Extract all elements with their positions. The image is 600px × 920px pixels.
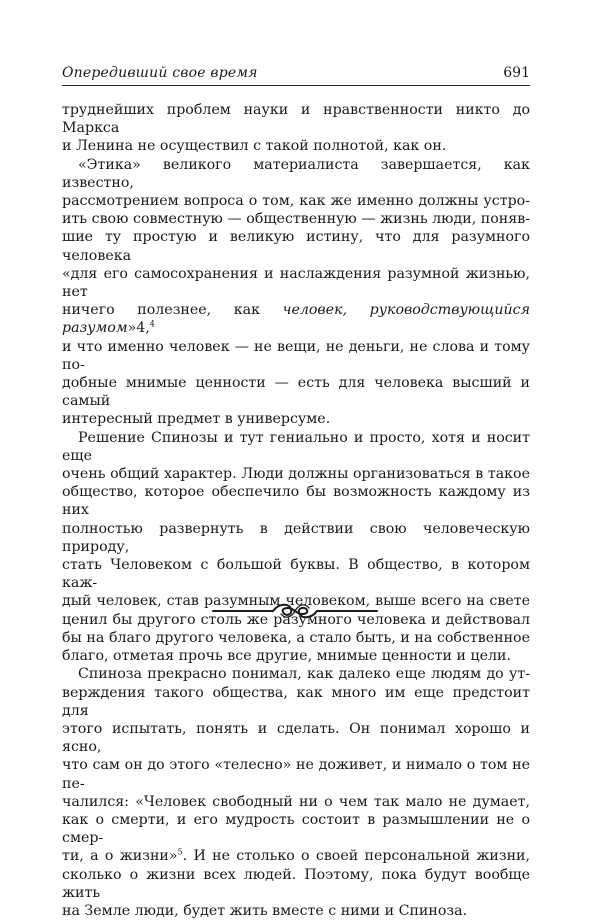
text-line: Решение Спинозы и тут гениально и просто, хотя и носит еще: [62, 429, 530, 464]
text-line: и Ленина не осуществил с такой полнотой, как он.: [62, 138, 447, 155]
text-line: «для его самосохранения и наслаждения разумной жизнью, нет: [62, 265, 530, 301]
text-line: ценил бы другого столь же разумного человека и действовал: [62, 611, 530, 628]
running-header: [62, 63, 530, 86]
text-line: сколько о жизни всех людей. Поэтому, пока будут вообще жить: [62, 866, 530, 901]
text-line: благо, отметая прочь все другие, мнимые ценности и цели.: [62, 648, 511, 665]
text-line-with-footnote: ти, а о жизни»$^5$. И не столько о своей персональной жизни,: [62, 847, 530, 865]
footnote-ref: 5: [177, 847, 183, 857]
text-line: этого испытать, понять и сделать. Он понимал хорошо и ясно,: [62, 720, 530, 756]
text-line: бы на благо другого человека, а стало быть, и на собственное: [62, 629, 530, 646]
text-line: шие ту простую и великую истину, что для разумного человека: [62, 229, 530, 264]
text-line: труднейших проблем науки и нравственности никто до Маркса: [62, 102, 530, 137]
paragraph-3: [62, 429, 530, 666]
paragraph-2: [62, 156, 530, 429]
italic-phrase: человек, руководствующийся разумом: [62, 302, 530, 337]
text-line: верждения такого общества, как много им еще предстоит для: [62, 684, 530, 719]
text-line-with-italic: ничего полезнее, как человек, руководствующийся разумом»4,$^4$: [62, 302, 530, 337]
text-line: рассмотрением вопроса о том, как же именно должны устро-: [62, 193, 530, 210]
footnote-ref: 4: [149, 319, 155, 329]
text-line: чалился: «Человек свободный ни о чем так мало не думает,: [62, 793, 530, 810]
body-text: [62, 101, 530, 920]
text-line: на Земле люди, будет жить вместе с ними и Спиноза.: [62, 902, 468, 919]
text-line: очень общий характер. Люди должны организоваться в такое: [62, 466, 530, 483]
text-line: ить свою совместную — общественную — жизнь люди, поняв-: [62, 211, 530, 228]
decorative-flourish-icon: [211, 600, 379, 622]
text-line: Спиноза прекрасно понимал, как далеко еще людям до ут-: [78, 666, 530, 683]
text-line: «Этика» великого материалиста завершается, как известно,: [62, 156, 530, 191]
paragraph-4: [62, 665, 530, 920]
text-line: общество, которое обеспечило бы возможность каждому из них: [62, 484, 530, 519]
text-line: и что именно человек — не вещи, не деньги, не слова и тому по-: [62, 338, 530, 373]
text-line: что сам он до этого «телесно» не доживет, и нимало о том не пе-: [62, 757, 530, 792]
text-line: дый человек, став разумным человеком, выше всего на свете: [62, 593, 530, 610]
text-line: полностью развернуть в действии свою человеческую природу,: [62, 520, 530, 555]
page-number: 691: [503, 65, 530, 81]
text-line: добные мнимые ценности — есть для человека высший и самый: [62, 375, 530, 410]
text-line: как о смерти, и его мудрость состоит в размышлении не о смер-: [62, 811, 530, 847]
paragraph-1: [62, 101, 530, 156]
text-line: интересный предмет в универсуме.: [62, 411, 331, 428]
running-title: Опередивший свое время: [62, 65, 258, 81]
text-line: стать Человеком с большой буквы. В общество, в котором каж-: [62, 557, 530, 592]
